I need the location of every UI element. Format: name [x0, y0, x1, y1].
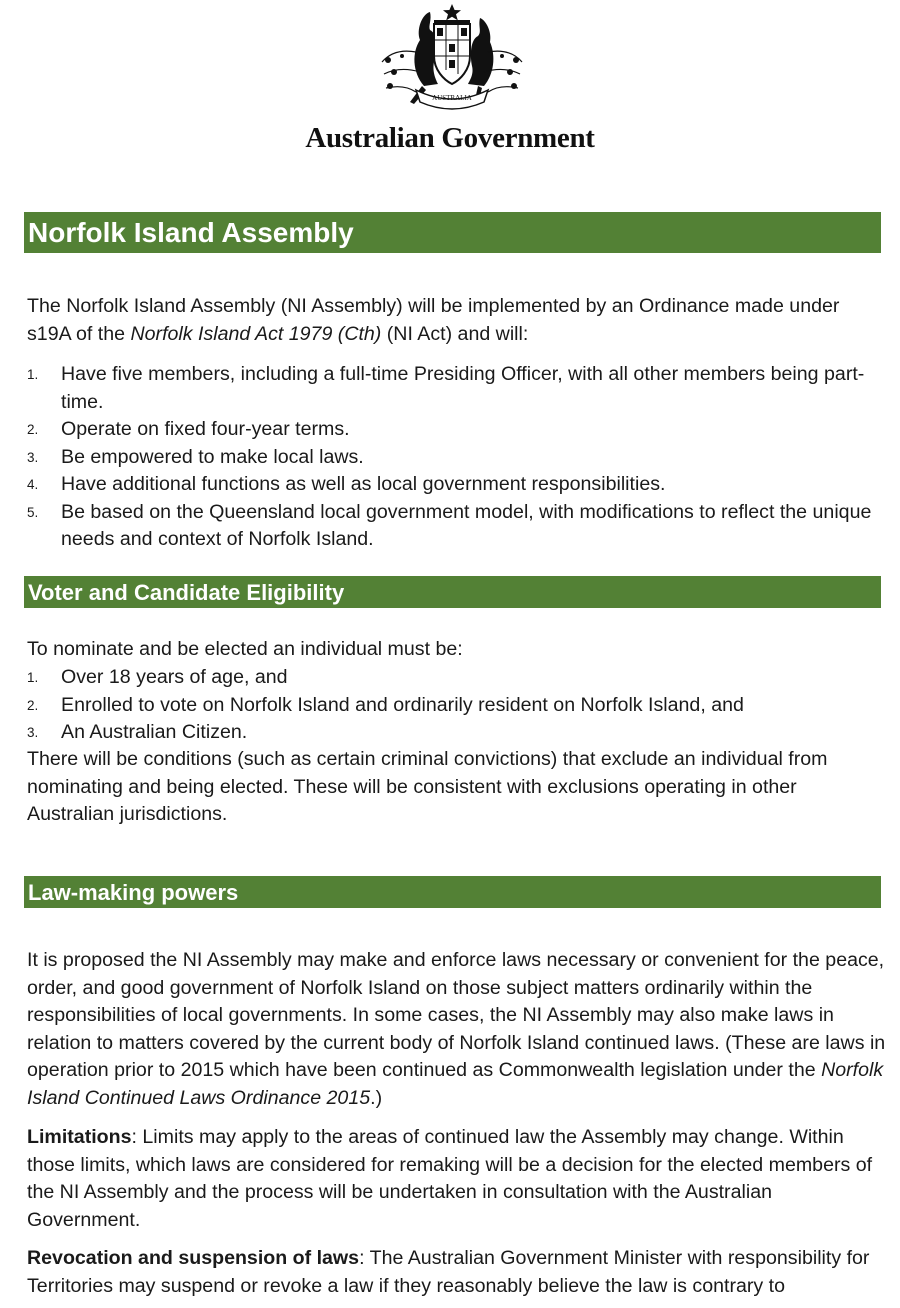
list-item: 5. Be based on the Queensland local government model, with modifications to reflect the unique needs and context of Norfolk Island. — [27, 500, 872, 550]
list-item: 4. Have additional functions as well as local government responsibilities. — [27, 473, 666, 495]
list-item: 2. Enrolled to vote on Norfolk Island and ordinarily resident on Norfolk Island, and — [27, 693, 744, 716]
revocation-paragraph: Revocation and suspension of laws: The Australian Government Minister with responsibility for Territories may suspend or revoke a law if they reasonably believe the law is contrary to — [27, 1247, 870, 1297]
section-heading-law-making: Law-making powers — [24, 876, 881, 908]
list-item: 3. An Australian Citizen. — [27, 721, 248, 743]
list-item: 1. Over 18 years of age, and — [27, 666, 288, 688]
section-heading-assembly: Norfolk Island Assembly — [24, 212, 881, 253]
section-heading-eligibility: Voter and Candidate Eligibility — [24, 576, 881, 608]
eligibility-intro: To nominate and be elected an individual must be: — [27, 638, 463, 660]
list-item: 1. Have five members, including a full-time Presiding Officer, with all other members being part-time. — [27, 363, 865, 413]
coat-of-arms-icon — [372, 0, 532, 118]
limitations-paragraph: Limitations: Limits may apply to the areas of continued law the Assembly may change. Within those limits, which laws are considered for remaking will be a decision for the elected members of the NI Assembly and the process will be undertaken in consultation with the Australian Government. — [27, 1126, 873, 1231]
assembly-intro: The Norfolk Island Assembly (NI Assembly) will be implemented by an Ordinance made under s19A of the Norfolk Island Act 1979 (Cth) (NI Act) and will: — [27, 295, 840, 345]
list-item: 2. Operate on fixed four-year terms. — [27, 418, 350, 440]
list-item: 3. Be empowered to make local laws. — [27, 445, 364, 468]
government-name: Australian Government — [305, 122, 595, 154]
law-making-paragraph: It is proposed the NI Assembly may make and enforce laws necessary or convenient for the peace, order, and good government of Norfolk Island on those subject matters ordinarily within the responsibilities of local governments. In some cases, the NI Assembly may also make laws in relation to matters covered by the current body of Norfolk Island continued laws. (These are laws in operation prior to 2015 which have been continued as Commonwealth legislation under the Norfolk Island Continued Laws Ordinance 2015.) — [27, 949, 886, 1109]
eligibility-outro: There will be conditions (such as certain criminal convictions) that exclude an individual from nominating and being elected. These will be consistent with exclusions operating in other Australian jurisdictions. — [27, 748, 828, 825]
eligibility-list — [27, 664, 887, 747]
assembly-list — [27, 361, 887, 554]
crest-scroll-text: AUSTRALIA — [432, 94, 472, 102]
